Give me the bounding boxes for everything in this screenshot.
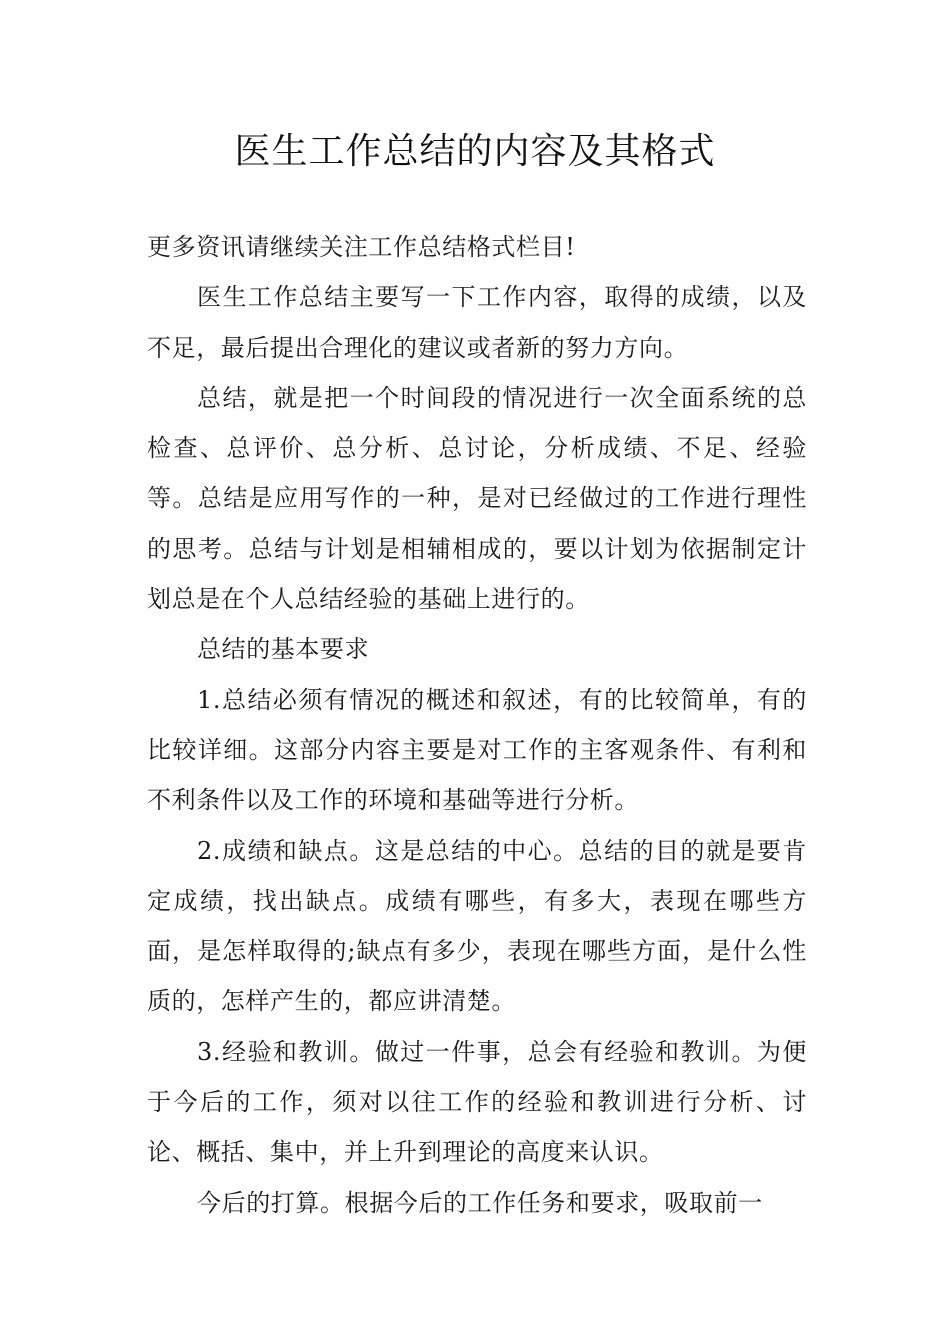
list-item: 3.经验和教训。做过一件事，总会有经验和教训。为便于今后的工作，须对以往工作的经验和教训进行分析、讨论、概括、集中，并上升到理论的高度来认识。 — [147, 1037, 807, 1167]
document-body — [147, 222, 807, 1228]
list-item: 1.总结必须有情况的概述和叙述，有的比较简单，有的比较详细。这部分内容主要是对工作的主客观条件、有利和不利条件以及工作的环境和基础等进行分析。 — [147, 685, 807, 815]
body-paragraph: 今后的打算。根据今后的工作任务和要求，吸取前一 — [197, 1188, 763, 1217]
body-paragraph: 医生工作总结主要写一下工作内容，取得的成绩，以及不足，最后提出合理化的建议或者新的努力方向。 — [147, 283, 807, 362]
list-item: 2.成绩和缺点。这是总结的中心。总结的目的就是要肯定成绩，找出缺点。成绩有哪些，有多大，表现在哪些方面，是怎样取得的;缺点有多少，表现在哪些方面，是什么性质的，怎样产生的，都应讲清楚。 — [147, 836, 807, 1016]
section-heading: 总结的基本要求 — [197, 635, 370, 664]
document-title: 医生工作总结的内容及其格式 — [234, 131, 716, 172]
body-paragraph: 总结，就是把一个时间段的情况进行一次全面系统的总检查、总评价、总分析、总讨论，分析成绩、不足、经验等。总结是应用写作的一种，是对已经做过的工作进行理性的思考。总结与计划是相辅相成的，要以计划为依据制定计划总是在个人总结经验的基础上进行的。 — [147, 383, 807, 614]
intro-paragraph: 更多资讯请继续关注工作总结格式栏目! — [147, 233, 576, 261]
